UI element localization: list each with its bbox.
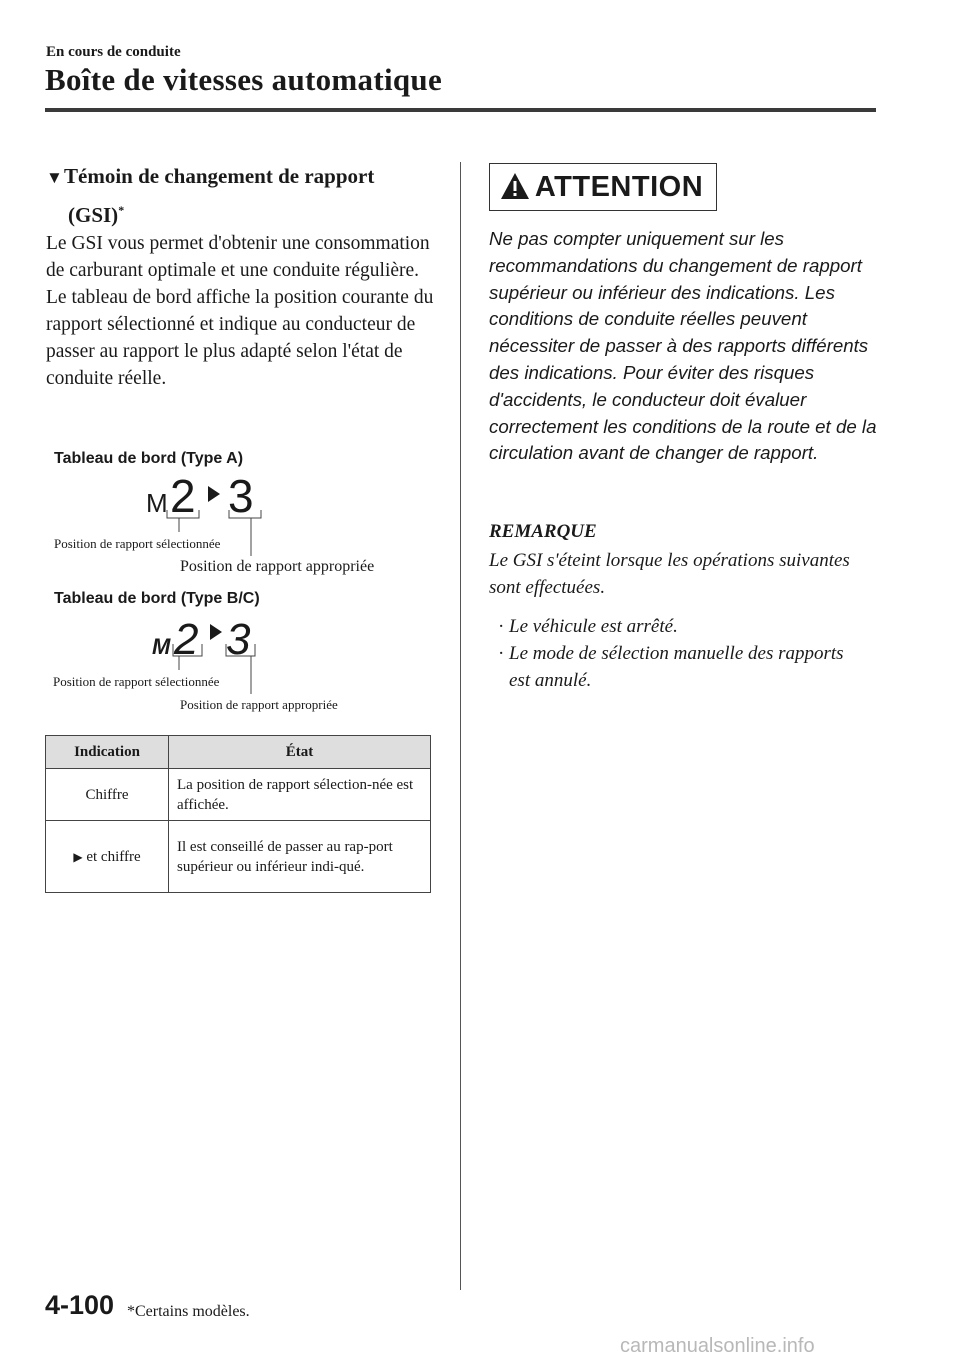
page-title: Boîte de vitesses automatique <box>45 62 443 97</box>
recommended-gear-bc: 3 <box>226 615 251 664</box>
bullet-dot-icon: · <box>498 643 505 664</box>
section-label: En cours de conduite <box>46 44 181 60</box>
label-current-gear-a: Position de rapport sélectionnée <box>54 536 221 551</box>
footnote-marker: * <box>118 203 125 217</box>
table-row <box>46 821 431 893</box>
remark-body: Le GSI s'éteint lorsque les opérations suivantes sont effectuées. <box>489 550 850 598</box>
section-triangle-icon: ▼ <box>46 168 63 187</box>
table-header-row <box>46 736 431 769</box>
section-heading-line1: Témoin de changement de rapport <box>64 164 375 188</box>
indication-table <box>45 735 431 893</box>
intro-paragraph: Le GSI vous permet d'obtenir une consommation de carburant optimale et une conduite régulière. Le tableau de bord affiche la position courante du rapport sélectionné et indique au conducteur de passer au rapport le plus adapté selon l'état de conduite réelle. <box>46 233 434 389</box>
column-divider <box>460 162 461 1290</box>
mode-letter-bc: M <box>152 634 171 659</box>
table-cell-indication <box>46 821 169 893</box>
shift-arrow-icon-bc <box>210 624 222 640</box>
bullet-dot-icon: · <box>498 616 505 637</box>
mode-letter-a: M <box>146 488 168 518</box>
attention-body: Ne pas compter uniquement sur les recommandations du changement de rapport supérieur ou inférieur des indications. Les conditions de conduite réelles peuvent nécessiter de passer à des rapports différents des indications. Pour éviter des risques d'accidents, le conducteur doit évaluer correctement les conditions de la route et de la circulation avant de changer de rapport. <box>489 228 877 464</box>
attention-title: ATTENTION <box>534 171 704 203</box>
remark-title: REMARQUE <box>489 521 597 542</box>
remark-bullet-text: Le mode de sélection manuelle des rapports est annulé. <box>509 643 844 691</box>
page-number: 4-100 <box>45 1290 115 1320</box>
table-cell-indication-text: et chiffre <box>86 848 141 865</box>
remark-bullet <box>498 613 869 640</box>
label-recommended-gear-a: Position de rapport appropriée <box>180 558 375 575</box>
footnote: *Certains modèles. <box>127 1303 250 1320</box>
shift-arrow-icon-a <box>208 486 220 502</box>
label-current-gear-bc: Position de rapport sélectionnée <box>53 674 220 689</box>
label-recommended-gear-bc: Position de rapport appropriée <box>180 697 338 712</box>
section-heading <box>46 160 446 231</box>
remark-bullet-text: Le véhicule est arrêté. <box>509 616 678 637</box>
current-gear-bc: 2 <box>174 615 199 664</box>
table-cell-state: Il est conseillé de passer au rap-port supérieur ou inférieur indi-qué. <box>169 821 431 893</box>
attention-box <box>489 163 717 211</box>
table-cell-indication: Chiffre <box>46 769 169 821</box>
recommended-gear-a: 3 <box>228 470 254 522</box>
arrow-right-icon: ▶ <box>73 849 83 864</box>
current-gear-a: 2 <box>170 470 196 522</box>
title-rule <box>45 108 876 112</box>
remark-bullet <box>498 640 849 694</box>
table-header-indication: Indication <box>46 736 169 769</box>
table-row <box>46 769 431 821</box>
table-header-state: État <box>169 736 431 769</box>
diagram-bc-title: Tableau de bord (Type B/C) <box>54 590 260 607</box>
section-heading-line2: (GSI) <box>68 203 119 227</box>
diagram-a-title: Tableau de bord (Type A) <box>54 450 244 467</box>
table-cell-state: La position de rapport sélection-née est affichée. <box>169 769 431 821</box>
watermark: carmanualsonline.info <box>620 1335 815 1357</box>
